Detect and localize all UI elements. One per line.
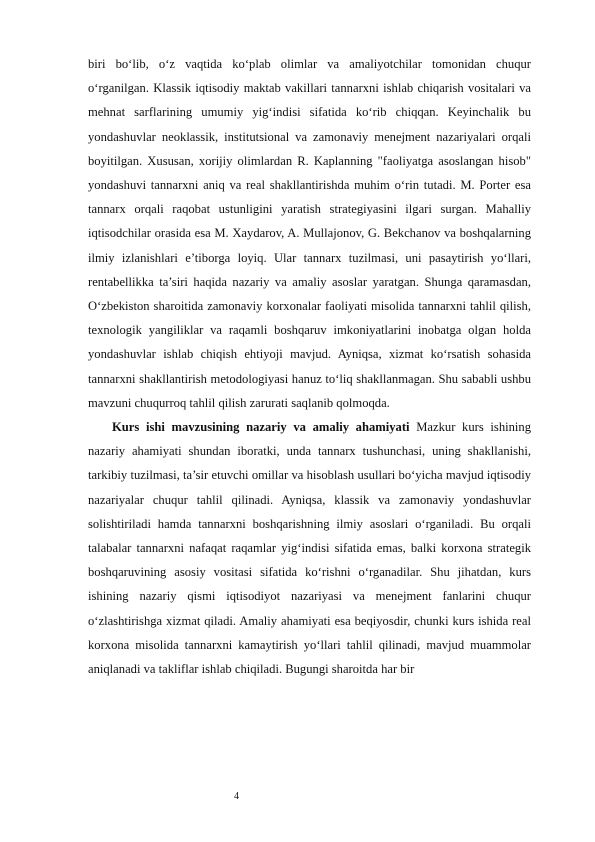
- page-number: 4: [234, 791, 239, 802]
- section-heading: Kurs ishi mavzusining nazariy va amaliy ahamiyati: [112, 420, 410, 435]
- paragraph-1: biri bo‘lib, o‘z vaqtida ko‘plab olimlar va amaliyotchilar tomonidan chuqur o‘rganilgan. Klassik iqtisodiy maktab vakillari tannarxni ishlab chiqarish vositalari va mehnat sarflarining umumiy yig‘indisi sifatida ko‘rib chiqqan. Keyinchalik bu yondashuvlar neoklassik, institutsional va zamonaviy menejment nazariyalari orqali boyitilgan. Xususan, xorijiy olimlardan R. Kaplanning "faoliyatga asoslangan hisob" yondashuvi tannarxni aniq va real shakllantirishda muhim o‘rin tutadi. M. Porter esa tannarx orqali raqobat ustunligini yaratish strategiyasini ilgari surgan. Mahalliy iqtisodchilar orasida esa M. Xaydarov, A. Mullajonov, G. Bekchanov va boshqalarning ilmiy izlanishlari e’tiborga loyiq. Ular tannarx tuzilmasi, uni pasaytirish yo‘llari, rentabellikka ta’siri haqida nazariy va amaliy asoslar yaratgan. Shunga qaramasdan, O‘zbekiston sharoitida zamonaviy korxonalar faoliyati misolida tannarxni tahlil qilish, texnologik yangiliklar va raqamli boshqaruv imkoniyatlarini inobatga olgan holda yondashuvlar ishlab chiqish ehtiyoji mavjud. Ayniqsa, xizmat ko‘rsatish sohasida tannarxni shakllantirish metodologiyasi hanuz to‘liq shakllanmagan. Shu sababli ushbu mavzuni chuqurroq tahlil qilish zarurati saqlanib qolmoqda.: [88, 57, 531, 410]
- paragraph-2-text: Mazkur kurs ishining nazariy ahamiyati shundan iboratki, unda tannarx tushunchasi, uning shakllanishi, tarkibiy tuzilmasi, ta’sir etuvchi omillar va hisoblash usullari bo‘yicha mavjud iqtisodiy nazariyalar chuqur tahlil qilinadi. Ayniqsa, klassik va zamonaviy yondashuvlar solishtiriladi hamda tannarxni boshqarishning ilmiy asoslari o‘rganiladi. Bu orqali talabalar tannarxni nafaqat raqamlar yig‘indisi sifatida emas, balki korxona strategik boshqaruvining asosiy vositasi sifatida ko‘rishni o‘rganadilar. Shu jihatdan, kurs ishining nazariy qismi iqtisodiyot nazariyasi va menejment fanlarini chuqur o‘zlashtirishga xizmat qiladi. Amaliy ahamiyati esa beqiyosdir, chunki kurs ishida real korxona misolida tannarxni kamaytirish yo‘llari tahlil qilinadi, mavjud muammolar aniqlanadi va takliflar ishlab chiqiladi. Bugungi sharoitda har bir: [88, 420, 532, 677]
- document-body: [88, 52, 531, 681]
- paragraph-2: [88, 415, 531, 681]
